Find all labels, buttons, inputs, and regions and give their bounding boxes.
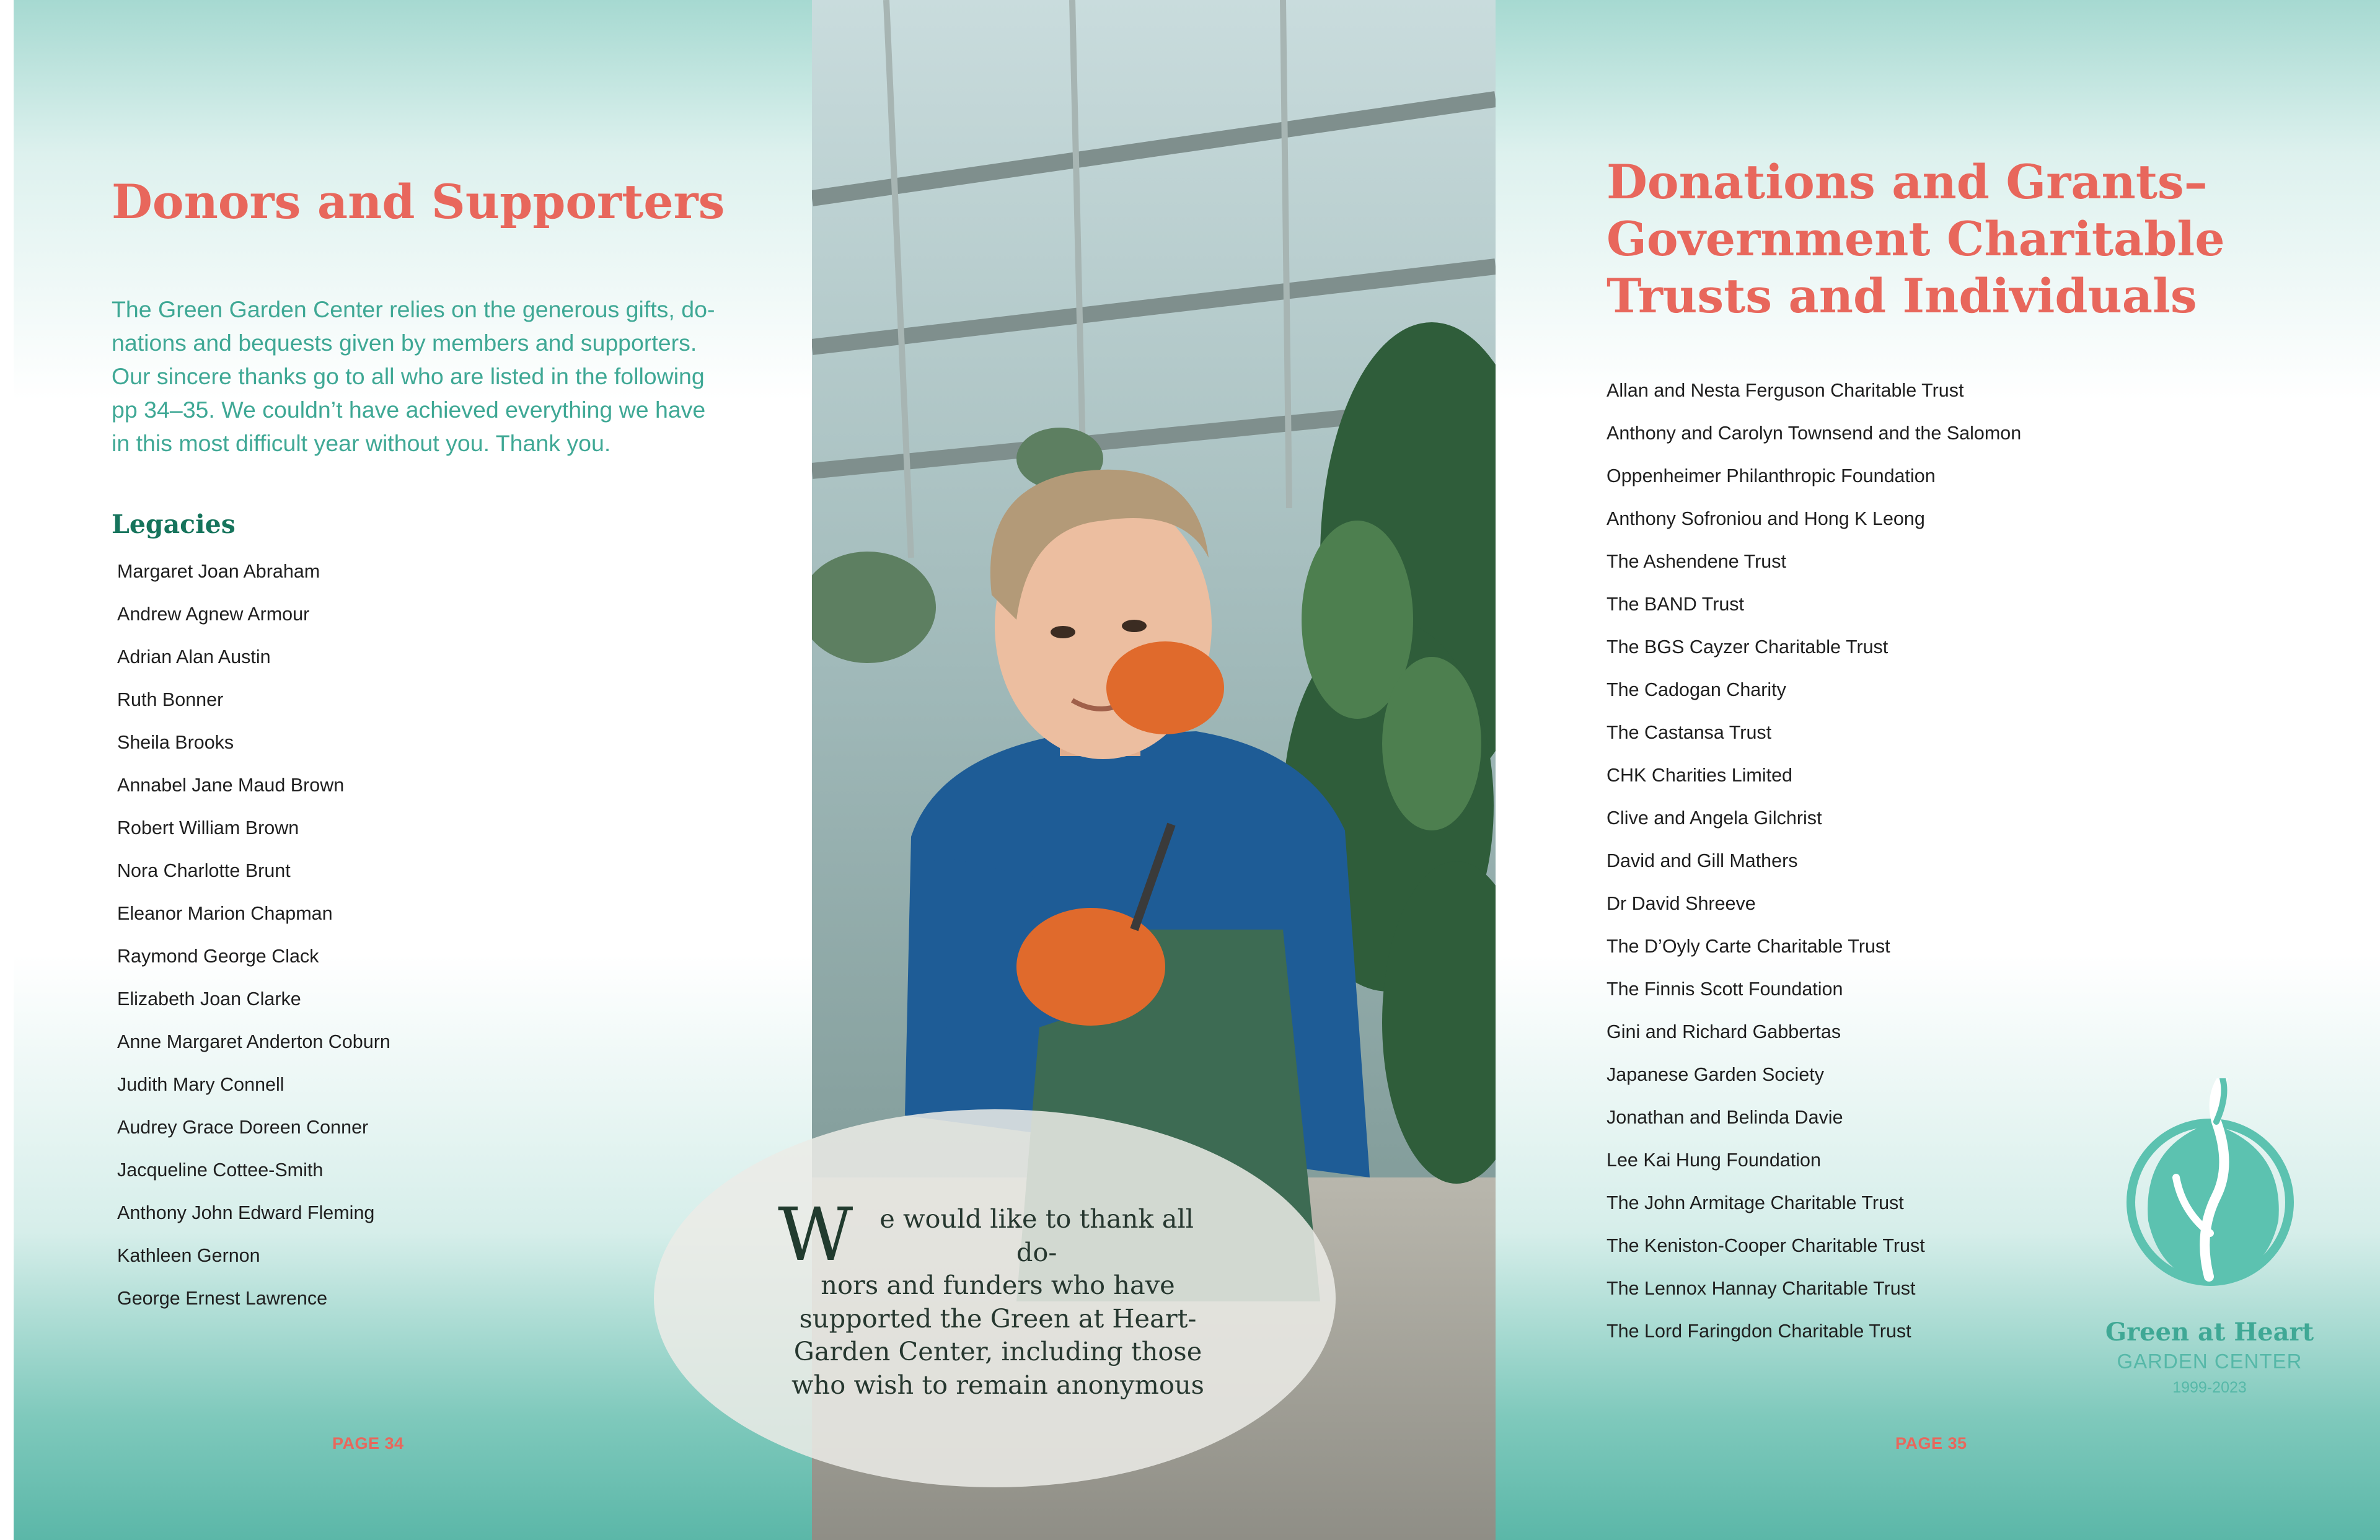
trust-name: Oppenheimer Philanthropic Foundation bbox=[1606, 465, 1936, 486]
trust-name: The John Armitage Charitable Trust bbox=[1606, 1192, 1904, 1213]
trust-name: The Ashendene Trust bbox=[1606, 551, 1786, 572]
legacy-name: Nora Charlotte Brunt bbox=[117, 860, 291, 881]
logo-subtitle: GARDEN CENTER bbox=[2117, 1350, 2303, 1373]
legacy-name: Eleanor Marion Chapman bbox=[117, 903, 333, 924]
legacy-name: Judith Mary Connell bbox=[117, 1074, 284, 1095]
thank-you-quote bbox=[654, 1109, 1336, 1487]
trust-name: Japanese Garden Society bbox=[1606, 1064, 1824, 1085]
right-page bbox=[1496, 0, 2380, 1540]
legacy-name: Andrew Agnew Armour bbox=[117, 604, 310, 625]
intro-line: in this most difficult year without you. Thank you. bbox=[112, 430, 611, 456]
intro-paragraph bbox=[112, 293, 719, 460]
trust-name: The BAND Trust bbox=[1606, 594, 1745, 615]
legacy-name: Robert William Brown bbox=[117, 817, 299, 838]
quote-line: Garden Center, including those bbox=[793, 1336, 1202, 1366]
quote-line: e would like to thank all do- bbox=[879, 1203, 1194, 1267]
legacy-name: Raymond George Clack bbox=[117, 946, 319, 967]
legacy-name: Annabel Jane Maud Brown bbox=[117, 775, 345, 796]
trust-name: The Cadogan Charity bbox=[1606, 679, 1786, 700]
trust-name: Anthony Sofroniou and Hong K Leong bbox=[1606, 508, 1925, 529]
trust-name: The Lennox Hannay Charitable Trust bbox=[1606, 1278, 1916, 1299]
quote-line: nors and funders who have bbox=[821, 1270, 1175, 1300]
trust-name: Dr David Shreeve bbox=[1606, 893, 1756, 914]
intro-line: The Green Garden Center relies on the generous gifts, do- bbox=[112, 296, 715, 322]
logo-name: Green at Heart bbox=[2105, 1318, 2314, 1347]
intro-line: Our sincere thanks go to all who are listed in the following bbox=[112, 363, 705, 389]
trust-name: Allan and Nesta Ferguson Charitable Trust bbox=[1606, 380, 1964, 401]
trust-name: The Castansa Trust bbox=[1606, 722, 1772, 743]
trust-name: Gini and Richard Gabbertas bbox=[1606, 1021, 1841, 1042]
trust-name: Clive and Angela Gilchrist bbox=[1606, 807, 1822, 829]
page-number-right: PAGE 35 bbox=[1895, 1434, 1967, 1453]
legacy-name: Sheila Brooks bbox=[117, 732, 234, 753]
trusts-list bbox=[1606, 369, 2021, 1353]
trust-name: Lee Kai Hung Foundation bbox=[1606, 1150, 1821, 1171]
quote-line: supported the Green at Heart- bbox=[799, 1303, 1197, 1334]
quote-line: who wish to remain anonymous bbox=[791, 1369, 1204, 1400]
trust-name: The Lord Faringdon Charitable Trust bbox=[1606, 1321, 1911, 1342]
page-title-right bbox=[1606, 154, 2319, 325]
legacy-name: Ruth Bonner bbox=[117, 689, 224, 710]
trust-name: David and Gill Mathers bbox=[1606, 850, 1798, 871]
legacy-name: Kathleen Gernon bbox=[117, 1245, 260, 1266]
garden-center-logo bbox=[2067, 1078, 2352, 1401]
trust-name: The Keniston-Cooper Charitable Trust bbox=[1606, 1235, 1925, 1256]
title-line: Donations and Grants– bbox=[1606, 154, 2208, 209]
quote-drop-cap: W bbox=[778, 1192, 853, 1277]
legacies-list bbox=[117, 550, 390, 1320]
legacy-name: Adrian Alan Austin bbox=[117, 646, 271, 667]
title-line: Government Charitable bbox=[1606, 211, 2225, 266]
trust-name: Anthony and Carolyn Townsend and the Salomon bbox=[1606, 423, 2022, 444]
legacy-name: George Ernest Lawrence bbox=[117, 1288, 328, 1309]
title-line: Trusts and Individuals bbox=[1606, 268, 2197, 323]
intro-line: nations and bequests given by members and supporters. bbox=[112, 330, 697, 356]
page-number-left: PAGE 34 bbox=[332, 1434, 404, 1453]
legacy-name: Elizabeth Joan Clarke bbox=[117, 988, 301, 1010]
leaf-seedling-icon bbox=[2123, 1078, 2297, 1289]
trust-name: The D’Oyly Carte Charitable Trust bbox=[1606, 936, 1890, 957]
trust-name: The Finnis Scott Foundation bbox=[1606, 979, 1843, 1000]
intro-line: pp 34–35. We couldn’t have achieved everything we have bbox=[112, 397, 706, 423]
trust-name: CHK Charities Limited bbox=[1606, 765, 1793, 786]
quote-text bbox=[778, 1192, 1218, 1401]
legacy-name: Audrey Grace Doreen Conner bbox=[117, 1117, 369, 1138]
logo-years: 1999-2023 bbox=[2172, 1379, 2247, 1396]
legacy-name: Margaret Joan Abraham bbox=[117, 561, 320, 582]
legacies-heading: Legacies bbox=[112, 509, 236, 539]
trust-name: Jonathan and Belinda Davie bbox=[1606, 1107, 1843, 1128]
trust-name: The BGS Cayzer Charitable Trust bbox=[1606, 636, 1889, 658]
legacy-name: Jacqueline Cottee-Smith bbox=[117, 1159, 324, 1181]
page-title-left: Donors and Supporters bbox=[112, 174, 725, 229]
legacy-name: Anne Margaret Anderton Coburn bbox=[117, 1031, 390, 1052]
legacy-name: Anthony John Edward Fleming bbox=[117, 1202, 375, 1223]
